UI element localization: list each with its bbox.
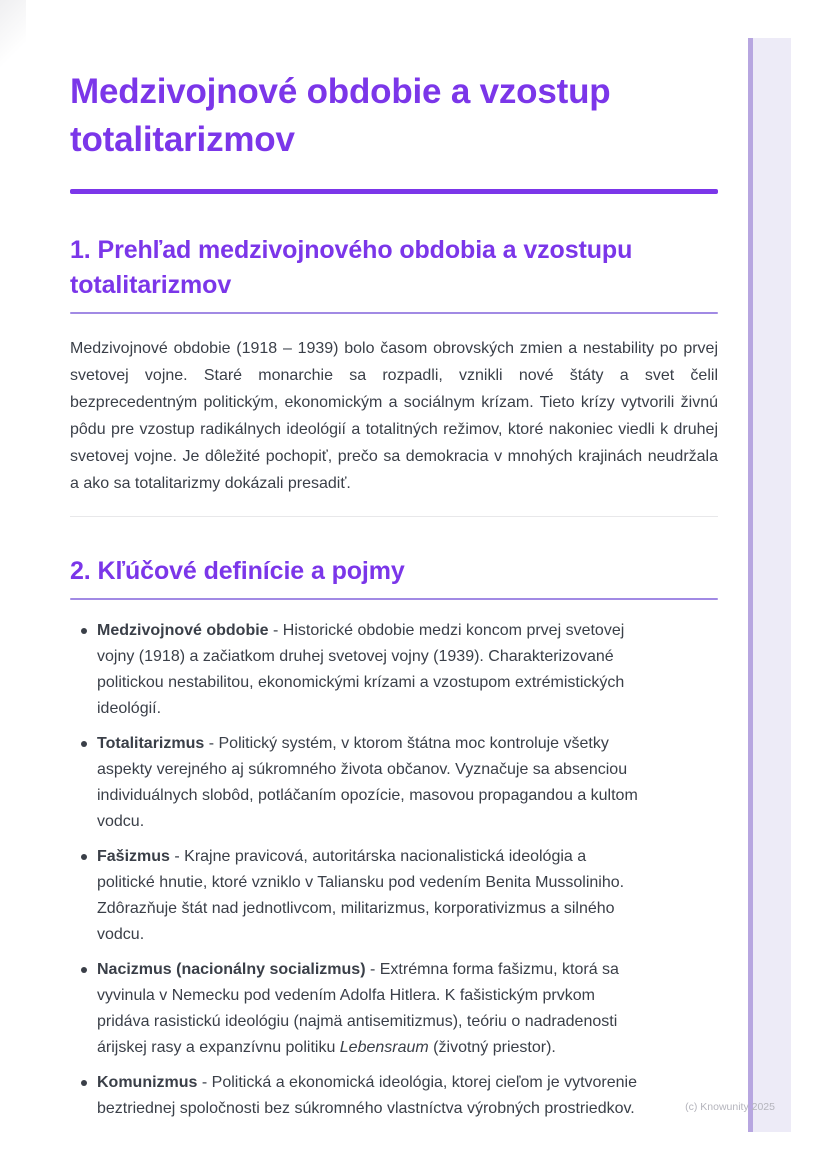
section-2-heading: 2. Kľúčové definície a pojmy bbox=[70, 557, 405, 585]
definition-text: (životný priestor). bbox=[428, 1039, 556, 1056]
section-definitions bbox=[70, 554, 718, 1122]
page-edge-bar bbox=[748, 38, 791, 1132]
definition-item bbox=[97, 957, 646, 1061]
definition-item bbox=[97, 844, 646, 948]
definition-italic-text: Lebensraum bbox=[339, 1039, 429, 1056]
definition-term: Nacizmus (nacionálny socializmus) bbox=[97, 961, 366, 978]
document-content bbox=[70, 0, 718, 1122]
definition-text: - Extrémna forma fašizmu, ktorá sa vyvinula v Nemecku pod vedením Adolfa Hitlera. K fašistickým prvkom pridáva rasistickú ideológiu (najmä antisemitizmus), teóriu o nadradenosti árijskej rasy a expanzívnu politiku bbox=[97, 961, 619, 1056]
section-1-underline bbox=[70, 312, 718, 314]
section-overview bbox=[70, 233, 718, 497]
section-1-paragraph: Medzivojnové obdobie (1918 – 1939) bolo časom obrovských zmien a nestability po prvej svetovej vojne. Staré monarchie sa rozpadli, vznikli nové štáty a svet čelil bezprecedentným politickým, ekonomickým a sociálnym krízam. Tieto krízy vytvorili živnú pôdu pre vzostup radikálnych ideológií a totalitných režimov, ktoré nakoniec viedli k druhej svetovej vojne. Je dôležité pochopiť, prečo sa demokracia v mnohých krajinách neudržala a ako sa totalitarizmy dokázali presadiť. bbox=[70, 340, 718, 492]
definition-text: - Krajne pravicová, autoritárska nacionalistická ideológia a politické hnutie, ktoré vzniklo v Taliansku pod vedením Benita Mussoliniho. Zdôrazňuje štát nad jednotlivcom, militarizmus, korporativizmus a silného vodcu. bbox=[97, 848, 625, 943]
definition-term: Komunizmus bbox=[97, 1074, 198, 1091]
definitions-list bbox=[70, 618, 718, 1122]
definition-text: - Politická a ekonomická ideológia, ktorej cieľom je vytvorenie beztriednej spoločnosti bez súkromného vlastníctva výrobných prostriedkov. bbox=[97, 1074, 637, 1117]
title-rule bbox=[70, 189, 718, 194]
section-2-underline bbox=[70, 598, 718, 600]
definition-term: Medzivojnové obdobie bbox=[97, 622, 269, 639]
corner-shadow-decoration bbox=[0, 0, 26, 80]
copyright-footer: (c) Knowunity 2025 bbox=[685, 1101, 775, 1113]
definition-term: Fašizmus bbox=[97, 848, 170, 865]
page-title: Medzivojnové obdobie a vzostup totalitarizmov bbox=[70, 72, 611, 159]
definition-term: Totalitarizmus bbox=[97, 735, 205, 752]
section-1-heading: 1. Prehľad medzivojnového obdobia a vzostupu totalitarizmov bbox=[70, 236, 633, 299]
section-divider bbox=[70, 516, 718, 517]
definition-item bbox=[97, 731, 646, 835]
definition-text: - Historické obdobie medzi koncom prvej svetovej vojny (1918) a začiatkom druhej svetovej vojny (1939). Charakterizované politickou nestabilitou, ekonomickými krízami a vzostupom extrémistických ideológií. bbox=[97, 622, 625, 717]
definition-text: - Politický systém, v ktorom štátna moc kontroluje všetky aspekty verejného aj súkromného života občanov. Vyznačuje sa absenciou individuálnych slobôd, potláčaním opozície, masovou propagandou a kultom vodcu. bbox=[97, 735, 638, 830]
definition-item bbox=[97, 1070, 646, 1122]
definition-item bbox=[97, 618, 646, 722]
